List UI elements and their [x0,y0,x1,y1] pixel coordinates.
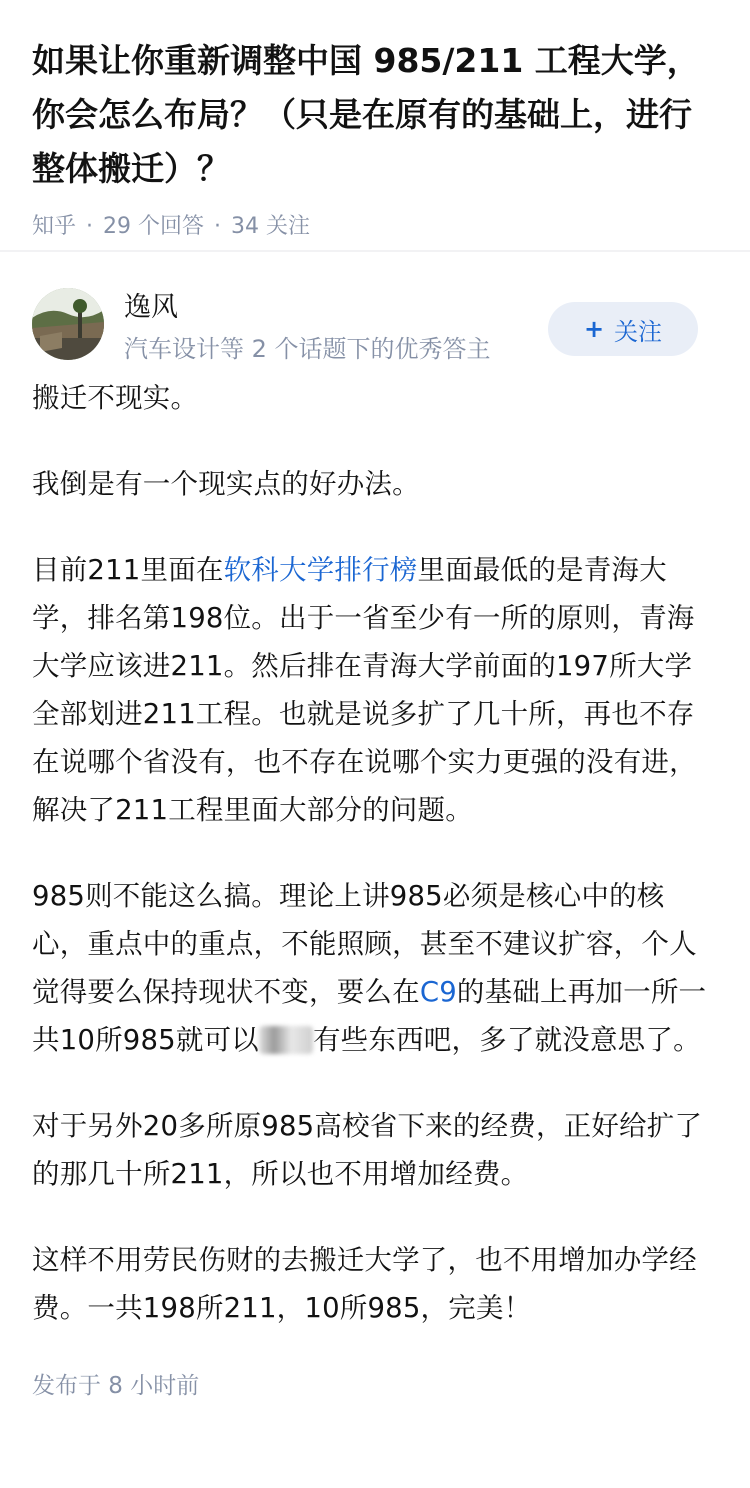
answer-paragraph: 我倒是有一个现实点的好办法。 [32,468,420,500]
answer-paragraph [32,546,718,834]
follow-button[interactable] [548,302,698,356]
header-divider [0,250,750,252]
answer-paragraph [32,872,718,1064]
avatar[interactable] [32,288,104,360]
paragraph-text: 里面最低的是青海大学，排名第198位。出于一省至少有一所的原则，青海大学应该进211。然后排在青海大学前面的197所大学全部划进211工程。也就是说多扩了几十所，再也不存在说哪个省没有，也不存在说哪个实力更强的没有进，解决了211工程里面大部分的问题。 [32,554,697,826]
blurred-text [259,1026,313,1054]
c9-link[interactable]: C9 [419,976,457,1008]
meta-dot: · [86,214,94,239]
paragraph-text: 有些东西吧，多了就没意思了。 [312,1024,701,1056]
paragraph-text: 目前211里面在 [32,554,224,586]
answers-count[interactable]: 29 个回答 [103,214,205,239]
meta-dot: · [214,214,222,239]
paragraph-text: 985则不能这么搞。理论上讲985必须是核心中的核心，重点中的重点，不能照顾，甚至不建议扩容，个人觉得要么保持现状不变，要么在 [32,880,697,1008]
answer-paragraph: 这样不用劳民伤财的去搬迁大学了，也不用增加办学经费。一共198所211，10所985，完美！ [32,1244,697,1324]
source-label[interactable]: 知乎 [32,214,77,239]
author-row [0,256,750,366]
published-time: 发布于 8 小时前 [32,1373,200,1399]
question-header [0,0,750,239]
question-title[interactable]: 如果让你重新调整中国 985/211 工程大学，你会怎么布局？（只是在原有的基础上，进行整体搬迁）？ [32,41,700,188]
avatar-photo-icon [32,288,104,360]
paragraph-text: 的基础上再加一所一共10所985就可以 [32,976,707,1056]
author-badge: 汽车设计等 2 个话题下的优秀答主 [124,335,491,363]
plus-icon: + [583,315,605,343]
follow-label: 关注 [614,317,663,346]
answer-paragraph: 对于另外20多所原985高校省下来的经费，正好给扩了的那几十所211，所以也不用增加经费。 [32,1110,703,1190]
question-meta [32,212,718,242]
answer-paragraph: 搬迁不现实。 [32,382,199,414]
answer-body [0,374,750,1332]
followers-count: 34 关注 [231,214,311,239]
ranking-link[interactable]: 软科大学排行榜 [223,554,418,586]
author-name[interactable]: 逸风 [124,292,178,323]
